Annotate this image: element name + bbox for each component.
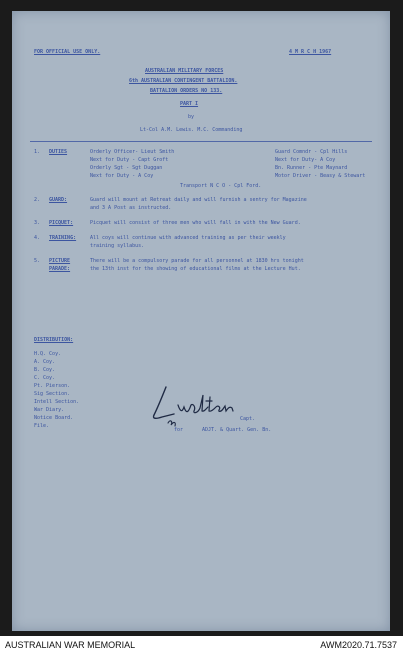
item-number: 4.: [34, 235, 41, 241]
item-heading-training: TRAINING:: [49, 235, 77, 241]
handwritten-signature: [148, 381, 258, 431]
title-line-3: BATTALION ORDERS NO 133.: [150, 88, 223, 94]
item-number: 5.: [34, 258, 41, 264]
item-text: All coys will continue with advanced training as per their weekly: [90, 235, 286, 241]
item-number: 1.: [34, 149, 41, 155]
distribution-item: Sig Section.: [34, 391, 71, 397]
title-line-2: 6th AUSTRALIAN CONTINGENT BATTALION.: [129, 78, 238, 84]
distribution-item: Intell Section.: [34, 399, 80, 405]
distribution-item: H.Q. Coy.: [34, 351, 62, 357]
duty-line: Orderly Sgt - Sgt Duggan: [90, 165, 163, 171]
duty-line: Guard Comndr - Cpl Hills: [275, 149, 348, 155]
item-heading-picture: PICTURE: [49, 258, 71, 264]
item-heading-picquet: PICQUET:: [49, 220, 74, 226]
signature-rank: Capt.: [240, 416, 256, 422]
item-text: There will be a compulsory parade for all personnel at 1830 hrs tonight: [90, 258, 304, 264]
archive-footer: [0, 636, 403, 653]
signature-for: for: [174, 427, 184, 433]
by-label: by: [188, 114, 195, 120]
distribution-item: Pt. Pierson.: [34, 383, 71, 389]
classification: FOR OFFICIAL USE ONLY.: [34, 49, 101, 55]
duty-line: Next for Duty - A Coy: [90, 173, 154, 179]
signature-title: ADJT. & Quart. Gen. Bn.: [202, 427, 272, 433]
distribution-item: A. Coy.: [34, 359, 56, 365]
document-date: 4 M R C H 1967: [289, 49, 332, 55]
item-heading-parade: PARADE:: [49, 266, 71, 272]
archive-name: AUSTRALIAN WAR MEMORIAL: [5, 640, 136, 650]
duty-line: Motor Driver - Beasy & Stewart: [275, 173, 366, 179]
duty-line: Orderly Officer- Lieut Smith: [90, 149, 175, 155]
transport-line: Transport N C O - Cpl Ford.: [180, 183, 262, 189]
distribution-item: File.: [34, 423, 50, 429]
item-heading-guard: GUARD:: [49, 197, 68, 203]
duty-line: Bn. Runner - Pte Maynard: [275, 165, 348, 171]
distribution-item: C. Coy.: [34, 375, 56, 381]
distribution-item: B. Coy.: [34, 367, 56, 373]
part-heading: PART I: [180, 101, 199, 107]
distribution-item: Notice Board.: [34, 415, 74, 421]
item-number: 3.: [34, 220, 41, 226]
distribution-item: War Diary.: [34, 407, 65, 413]
item-text: Guard will mount at Retreat daily and will furnish a sentry for Magazine: [90, 197, 307, 203]
item-number: 2.: [34, 197, 41, 203]
item-heading-duties: DUTIES: [49, 149, 68, 155]
item-text: the 13th inst for the showing of educational films at the Lecture Hut.: [90, 266, 301, 272]
archive-reference: AWM2020.71.7537: [320, 640, 397, 650]
divider: [30, 141, 372, 142]
distribution-heading: DISTRIBUTION:: [34, 337, 74, 343]
duty-line: Next for Duty- A Coy: [275, 157, 336, 163]
item-text: Picquet will consist of three men who will fall in with the New Guard.: [90, 220, 301, 226]
title-line-1: AUSTRALIAN MILITARY FORCES: [145, 68, 224, 74]
duty-line: Next for Duty - Capt Groft: [90, 157, 169, 163]
document-page: [12, 11, 390, 631]
commander-line: Lt-Col A.M. Lewis. M.C. Commanding: [140, 127, 243, 133]
item-text: training syllabus.: [90, 243, 145, 249]
item-text: and 3 A Post as instructed.: [90, 205, 172, 211]
